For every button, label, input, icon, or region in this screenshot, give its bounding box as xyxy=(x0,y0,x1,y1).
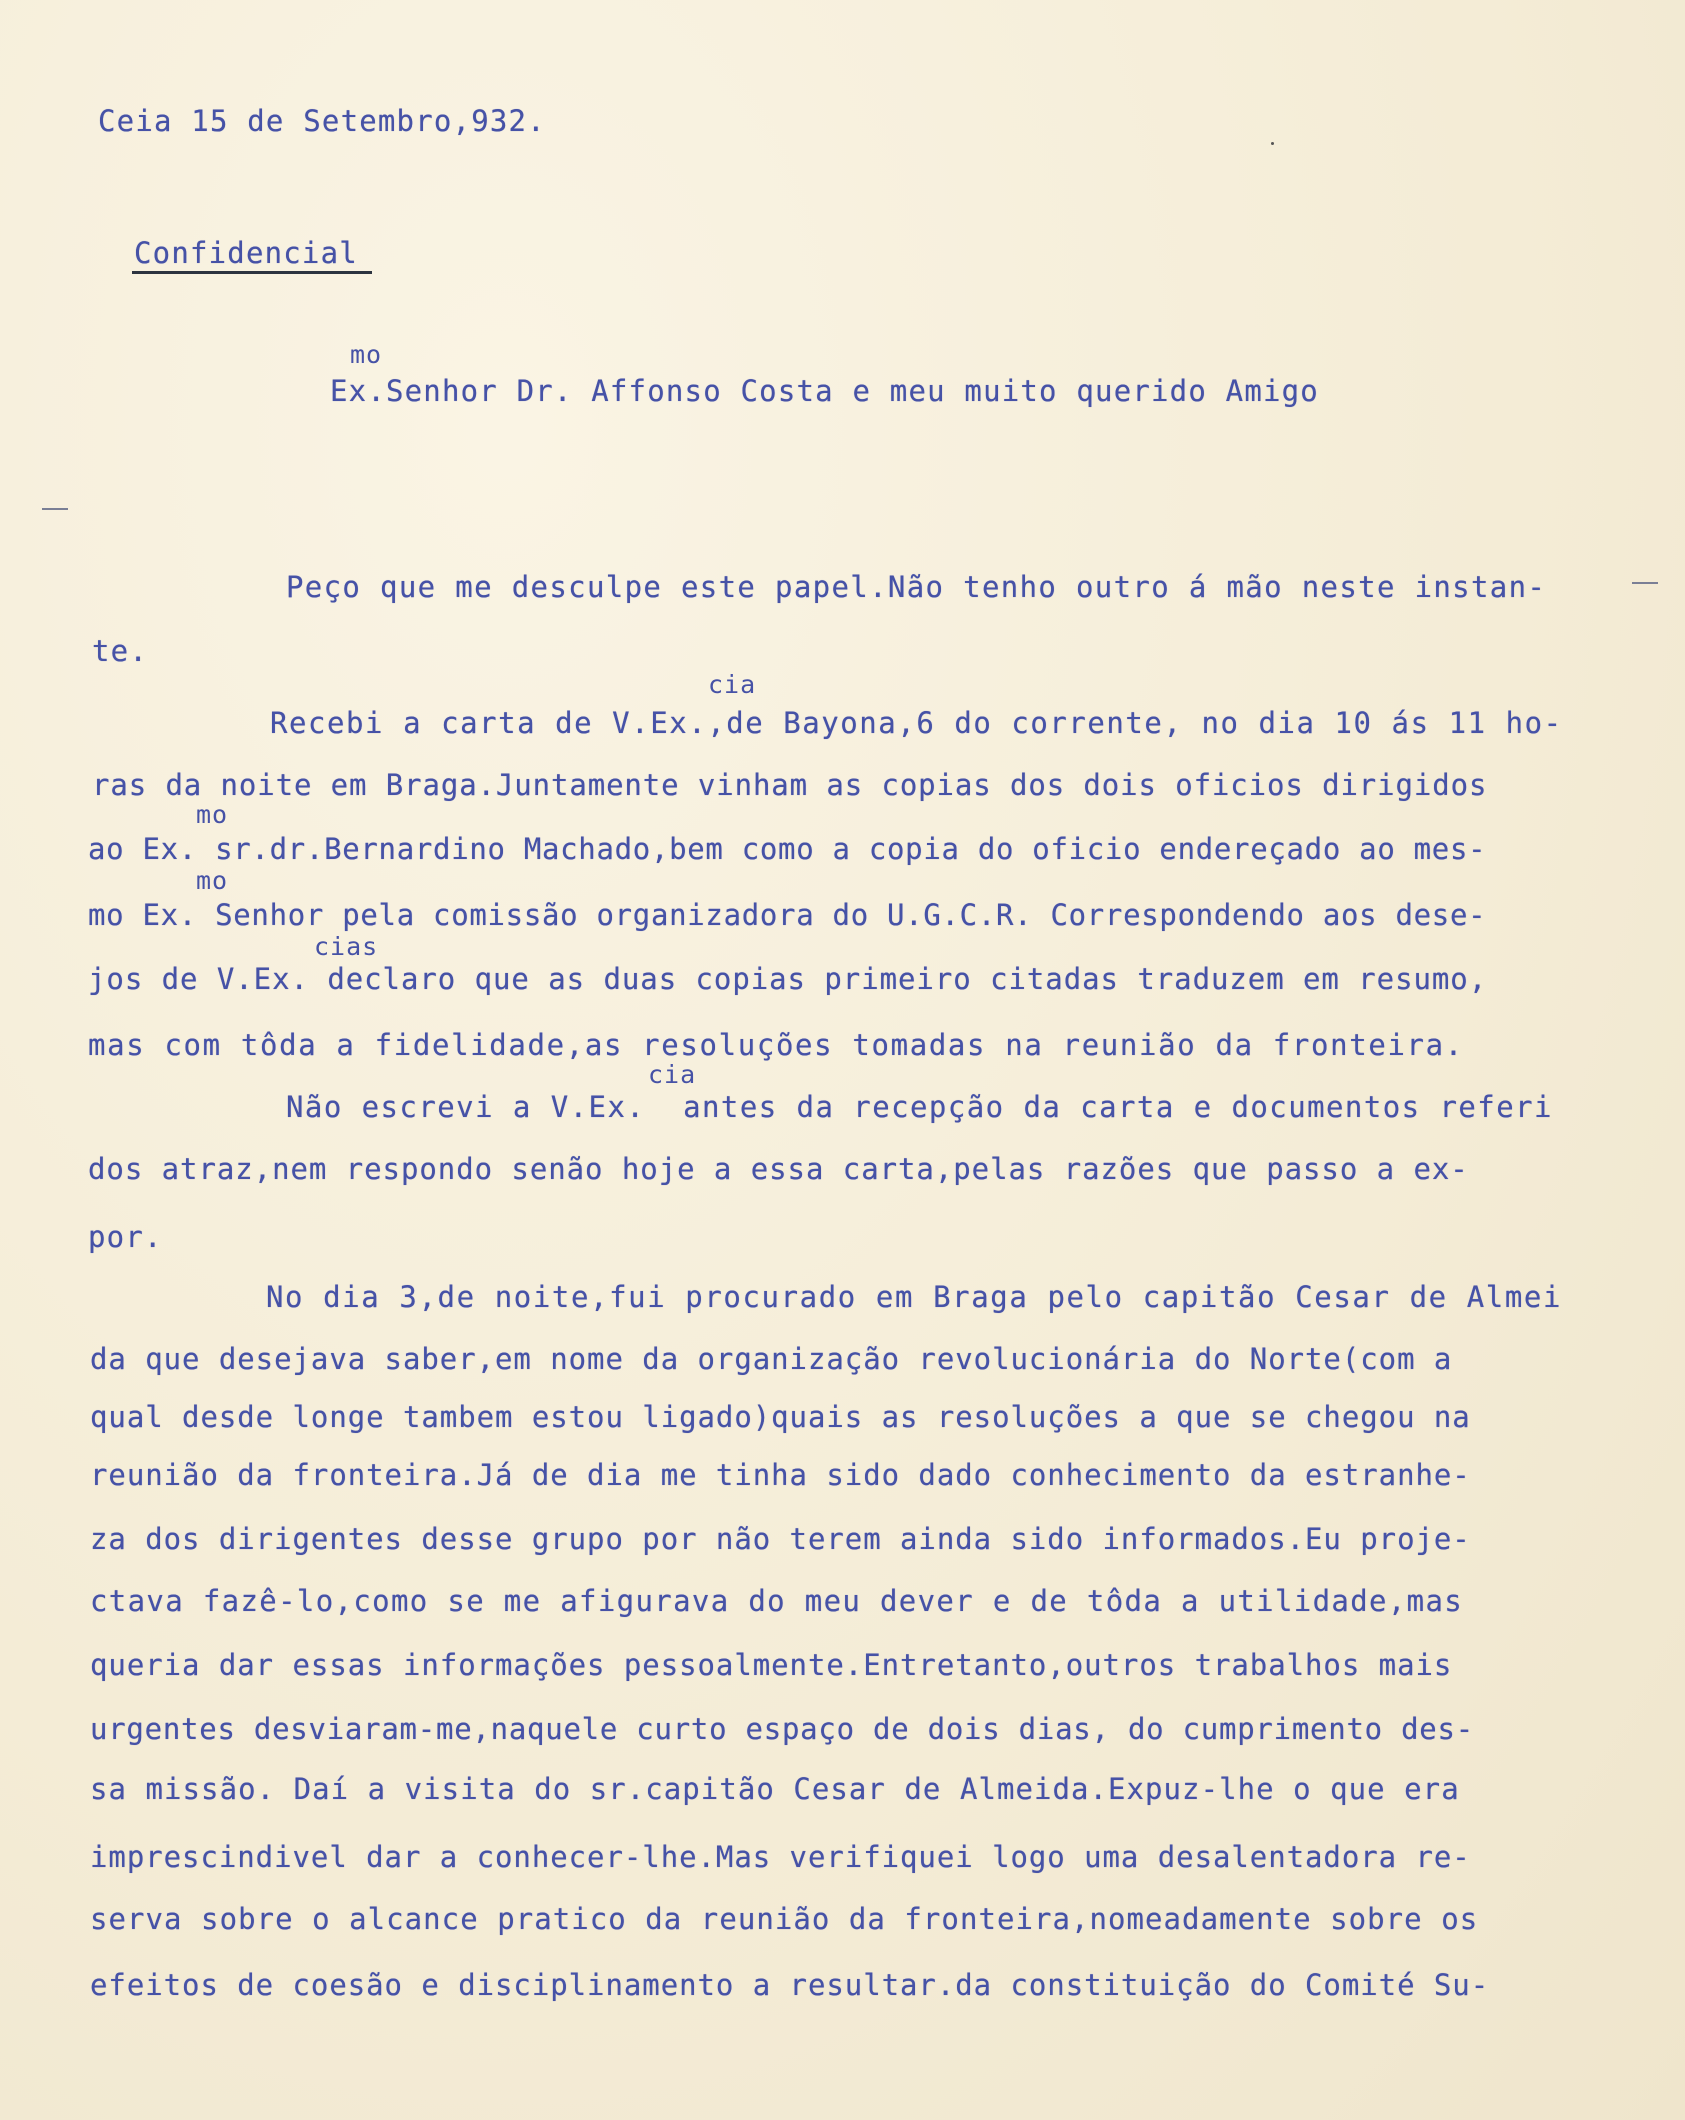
body-superscript: cias xyxy=(314,932,379,961)
confidential-heading: Confidencial xyxy=(134,236,358,270)
margin-mark xyxy=(42,508,68,510)
body-line: Peço que me desculpe este papel.Não tenho outro á mão neste instan- xyxy=(286,570,1547,604)
body-line: ao Ex. sr.dr.Bernardino Machado,bem como a copia do oficio endereçado ao mes- xyxy=(88,832,1487,866)
body-line: jos de V.Ex. declaro que as duas copias primeiro citadas traduzem em resumo, xyxy=(88,962,1488,996)
body-line: qual desde longe tambem estou ligado)quais as resoluções a que se chegou na xyxy=(90,1400,1471,1434)
letter-date: Ceia 15 de Setembro,932. xyxy=(98,104,546,138)
body-line: Não escrevi a V.Ex. antes da recepção da carta e documentos referi xyxy=(286,1090,1553,1124)
body-line: urgentes desviaram-me,naquele curto espaço de dois dias, do cumprimento des- xyxy=(90,1712,1474,1746)
body-superscript: cia xyxy=(708,670,757,699)
body-superscript: mo xyxy=(196,866,229,895)
body-line: imprescindivel dar a conhecer-lhe.Mas verifiquei logo uma desalentadora re- xyxy=(90,1840,1471,1874)
body-line: mas com tôda a fidelidade,as resoluções tomadas na reunião da fronteira. xyxy=(88,1028,1464,1062)
body-line: za dos dirigentes desse grupo por não terem ainda sido informados.Eu proje- xyxy=(90,1522,1471,1556)
body-line: te. xyxy=(92,634,148,668)
body-line: Recebi a carta de V.Ex.,de Bayona,6 do corrente, no dia 10 ás 11 ho- xyxy=(270,706,1563,740)
salutation-superscript: mo xyxy=(350,340,383,369)
paper-speck xyxy=(1271,142,1274,145)
body-superscript: mo xyxy=(196,800,229,829)
body-line: queria dar essas informações pessoalmente.Entretanto,outros trabalhos mais xyxy=(90,1648,1453,1682)
salutation: Ex.Senhor Dr. Affonso Costa e meu muito querido Amigo xyxy=(330,374,1319,408)
body-line: da que desejava saber,em nome da organização revolucionária do Norte(com a xyxy=(90,1342,1453,1376)
body-line: por. xyxy=(88,1220,163,1254)
body-line: reunião da fronteira.Já de dia me tinha sido dado conhecimento da estranhe- xyxy=(90,1458,1471,1492)
body-line: efeitos de coesão e disciplinamento a resultar.da constituição do Comité Su- xyxy=(90,1968,1490,2002)
margin-mark xyxy=(1632,582,1658,584)
body-superscript: cia xyxy=(648,1060,697,1089)
body-line: mo Ex. Senhor pela comissão organizadora do U.G.C.R. Correspondendo aos dese- xyxy=(88,898,1487,932)
body-line: serva sobre o alcance pratico da reunião da fronteira,nomeadamente sobre os xyxy=(90,1902,1479,1936)
body-line: ras da noite em Braga.Juntamente vinham as copias dos dois oficios dirigidos xyxy=(92,768,1488,802)
body-line: ctava fazê-lo,como se me afigurava do meu dever e de tôda a utilidade,mas xyxy=(90,1584,1464,1618)
body-line: sa missão. Daí a visita do sr.capitão Cesar de Almeida.Expuz-lhe o que era xyxy=(90,1772,1460,1806)
body-line: No dia 3,de noite,fui procurado em Braga pelo capitão Cesar de Almei xyxy=(266,1280,1563,1314)
confidential-underline xyxy=(132,271,372,274)
body-line: dos atraz,nem respondo senão hoje a essa carta,pelas razões que passo a ex- xyxy=(88,1152,1469,1186)
